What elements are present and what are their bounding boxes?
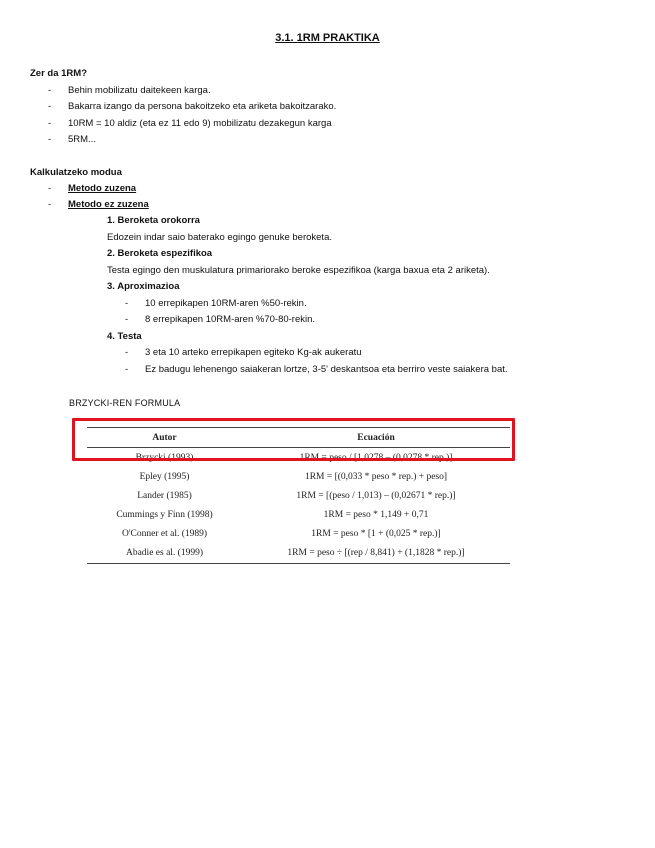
cell-equation: 1RM = [(peso / 1,013) – (0,02671 * rep.)] <box>296 490 456 501</box>
list-item-text: 8 errepikapen 10RM-aren %70-80-rekin. <box>145 314 316 325</box>
cell-equation: 1RM = peso * [1 + (0,025 * rep.)] <box>311 528 441 539</box>
table-bottom-rule <box>87 563 510 564</box>
step-heading: 1. Beroketa orokorra <box>107 215 200 226</box>
list-item-text: 10 errepikapen 10RM-aren %50-rekin. <box>145 298 307 309</box>
table-row <box>87 486 510 505</box>
cell-equation: 1RM = peso ÷ [(rep / 8,841) + (1,1828 * rep.)] <box>287 547 465 558</box>
list-item: - Metodo zuzena <box>48 183 137 194</box>
list-item: - 3 eta 10 arteko errepikapen egiteko Kg-ak aukeratu <box>125 347 362 358</box>
method-direct: Metodo zuzena <box>68 183 137 194</box>
list-item: - Metodo ez zuzena <box>48 199 149 210</box>
cell-equation: 1RM = peso / [1,0278 – (0,0278 * rep.)] <box>299 452 453 463</box>
list-item-text: 10RM = 10 aldiz (eta ez 11 edo 9) mobilizatu dezakegun karga <box>68 118 332 129</box>
table-row <box>87 543 510 562</box>
list-item-text: Bakarra izango da persona bakoitzeko eta ariketa bakoitzarako. <box>68 101 337 112</box>
table-row <box>87 524 510 543</box>
page-title: 3.1. 1RM PRAKTIKA <box>275 32 380 44</box>
list-item: - 10RM = 10 aldiz (eta ez 11 edo 9) mobilizatu dezakegun karga <box>48 118 332 129</box>
list-item-text: Ez badugu lehenengo saiakeran lortze, 3-5' deskantsoa eta berriro veste saiakera bat. <box>145 364 508 375</box>
list-item-text: 3 eta 10 arteko errepikapen egiteko Kg-ak aukeratu <box>145 347 362 358</box>
list-item: - Behin mobilizatu daitekeen karga. <box>48 85 211 96</box>
step-heading: 2. Beroketa espezifikoa <box>107 248 213 259</box>
step-text: Edozein indar saio baterako egingo genuke beroketa. <box>107 232 332 243</box>
section-heading-what-is-1rm: Zer da 1RM? <box>30 68 88 79</box>
column-header-equation: Ecuación <box>357 432 395 443</box>
list-item: - Bakarra izango da persona bakoitzeko eta ariketa bakoitzarako. <box>48 101 337 112</box>
highlight-box <box>72 418 515 461</box>
list-item: - 10 errepikapen 10RM-aren %50-rekin. <box>125 298 307 309</box>
cell-author: Lander (1985) <box>137 490 192 501</box>
list-item: - 5RM... <box>48 134 96 145</box>
list-item: - 8 errepikapen 10RM-aren %70-80-rekin. <box>125 314 316 325</box>
formula-label: BRZYCKI-REN FORMULA <box>69 398 181 408</box>
cell-equation: 1RM = peso * 1,149 + 0,71 <box>323 509 429 520</box>
list-item: - Ez badugu lehenengo saiakeran lortze, 3-5' deskantsoa eta berriro veste saiakera bat. <box>125 364 508 375</box>
table-row <box>87 467 510 486</box>
list-item-text: 5RM... <box>68 134 96 145</box>
column-header-author: Autor <box>152 432 177 443</box>
section-heading-calculation: Kalkulatzeko modua <box>30 167 122 178</box>
step-text: Testa egingo den muskulatura primariorako beroke espezifikoa (karga baxua eta 2 ariketa). <box>107 265 490 276</box>
step-heading: 3. Aproximazioa <box>107 281 180 292</box>
cell-author: Epley (1995) <box>139 471 190 482</box>
cell-author: O'Conner et al. (1989) <box>121 528 208 539</box>
step-heading: 4. Testa <box>107 331 142 342</box>
cell-author: Brzycki (1993) <box>135 452 194 463</box>
method-indirect: Metodo ez zuzena <box>68 199 149 210</box>
list-item-text: Behin mobilizatu daitekeen karga. <box>68 85 211 96</box>
cell-author: Cummings y Finn (1998) <box>116 509 213 520</box>
cell-equation: 1RM = [(0,033 * peso * rep.) + peso] <box>304 471 448 482</box>
table-row <box>87 505 510 524</box>
cell-author: Abadie es al. (1999) <box>125 547 204 558</box>
